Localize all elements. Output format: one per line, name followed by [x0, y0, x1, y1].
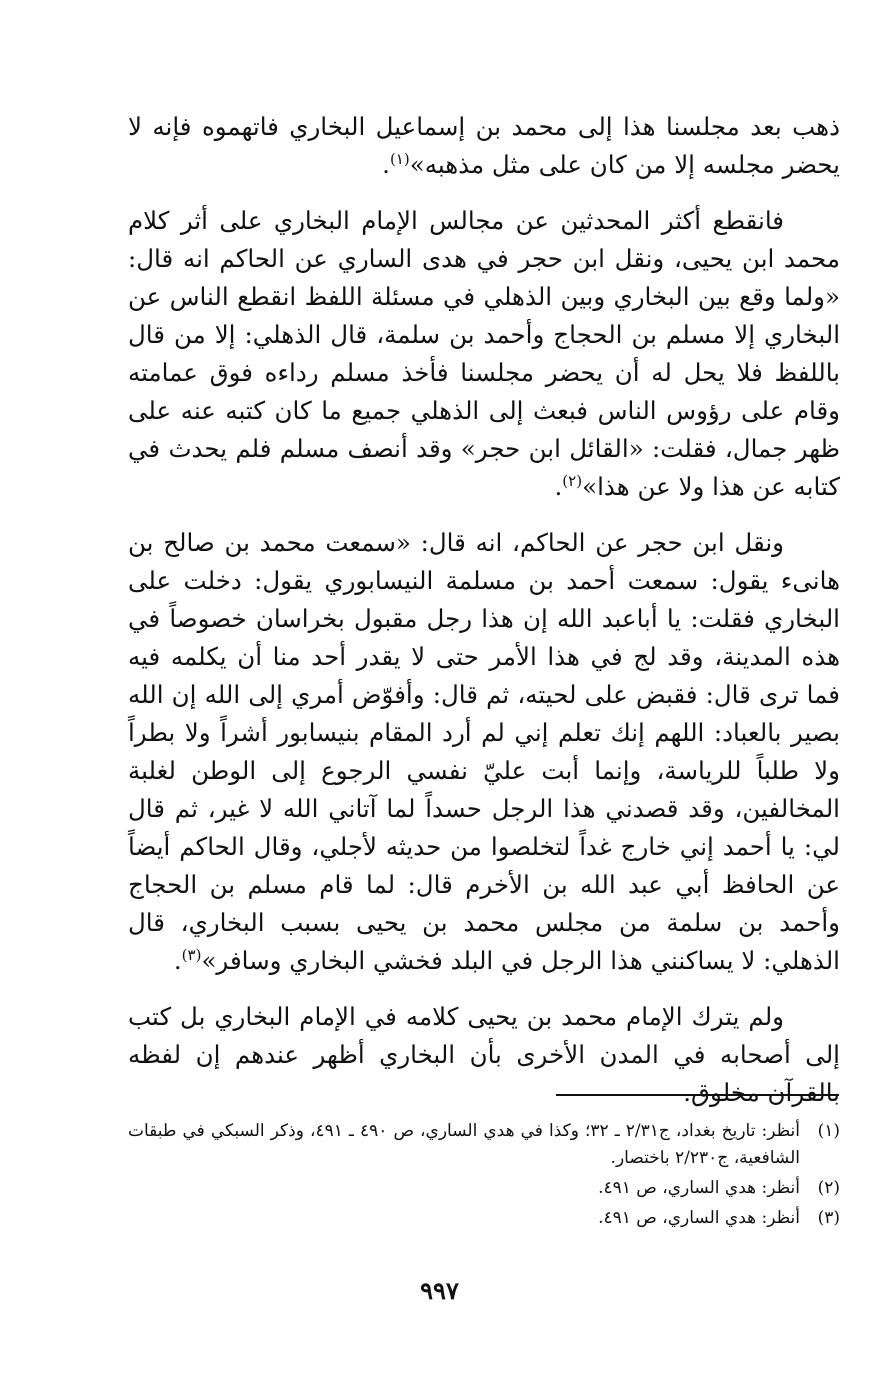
paragraph-end: .: [554, 472, 563, 501]
main-text: [128, 108, 840, 1130]
paragraph-3: [128, 524, 840, 980]
paragraph-text: ولم يترك الإمام محمد بن يحيى كلامه في الإمام البخاري بل كتب إلى أصحابه في المدن الأخرى بأن البخاري أظهر عندهم إن لفظه بالقرآن مخلوق.: [128, 1002, 840, 1107]
footnote-text: أنظر: هدي الساري، ص ٤٩١.: [598, 1208, 800, 1228]
footnote-number: (٣): [817, 1208, 840, 1228]
paragraph-2: [128, 202, 840, 506]
footnote-item: [128, 1118, 840, 1172]
paragraph-text: ونقل ابن حجر عن الحاكم، انه قال: «سمعت محمد بن صالح بن هانىء يقول: سمعت أحمد بن مسلمة النيسابوري يقول: دخلت على البخاري فقلت: يا أباعبد الله إن هذا رجل مقبول بخراسان خصوصاً في هذه المدينة، وقد لج في هذا الأمر حتى لا يقدر أحد منا أن يكلمه فيه فما ترى قال: فقبض على لحيته، ثم قال: وأفوّض أمري إلى الله إن الله بصير بالعباد: اللهم إنك تعلم إني لم أرد المقام بنيسابور أشراً ولا بطراً ولا طلباً للرياسة، وإنما أبت عليّ نفسي الرجوع إلى الوطن لغلبة المخالفين، وقد قصدني هذا الرجل حسداً لما آتاني الله لا غير، ثم قال لي: يا أحمد إني خارج غداً لتخلصوا من حديثه لأجلي، وقال الحاكم أيضاً عن الحافظ أبي عبد الله بن الأخرم قال: لما قام مسلم بن الحجاج وأحمد بن سلمة من مجلس محمد بن يحيى بسبب البخاري، قال الذهلي: لا يساكنني هذا الرجل في البلد فخشي البخاري وسافر»: [128, 528, 840, 975]
paragraph-text: فانقطع أكثر المحدثين عن مجالس الإمام البخاري على أثر كلام محمد ابن يحيى، ونقل ابن حجر في هدى الساري عن الحاكم انه قال: «ولما وقع بين البخاري وبين الذهلي في مسئلة اللفظ انقطع الناس عن البخاري إلا مسلم بن الحجاج وأحمد بن سلمة، قال الذهلي: إلا من قال باللفظ فلا يحل له أن يحضر مجلسنا فأخذ مسلم رداءه فوق عمامته وقام على رؤوس الناس فبعث إلى الذهلي جميع ما كان كتبه عنه على ظهر جمال، فقلت: «القائل ابن حجر» وقد أنصف مسلم فلم يحدث في كتابه عن هذا ولا عن هذا»: [128, 206, 840, 501]
footnote-number: (٢): [817, 1178, 840, 1198]
footnote-ref[interactable]: (٢): [562, 471, 583, 490]
footnote-item: [128, 1175, 840, 1202]
footnote-text: أنظر: هدي الساري، ص ٤٩١.: [598, 1178, 800, 1198]
page-number: ٩٩٧: [420, 1276, 459, 1305]
footnote-divider: [556, 1094, 839, 1096]
footnote-number: (١): [817, 1121, 840, 1141]
footnote-item: [128, 1205, 840, 1232]
paragraph-end: .: [173, 946, 182, 975]
footnotes: [128, 1118, 840, 1235]
footnote-text: أنظر: تاريخ بغداد، ج٢/٣١ ـ ٣٢؛ وكذا في هدي الساري، ص ٤٩٠ ـ ٤٩١، وذكر السبكي في طبقات الشافعية، ج٢/٢٣٠ باختصار.: [128, 1121, 801, 1168]
paragraph-end: .: [382, 150, 390, 179]
paragraph-text: ذهب بعد مجلسنا هذا إلى محمد بن إسماعيل البخاري فاتهموه فإنه لا يحضر مجلسه إلا من كان على مثل مذهبه»: [128, 112, 840, 179]
paragraph-1: [128, 108, 840, 184]
footnote-ref[interactable]: (٣): [181, 945, 202, 964]
footnote-ref[interactable]: (١): [389, 149, 410, 168]
